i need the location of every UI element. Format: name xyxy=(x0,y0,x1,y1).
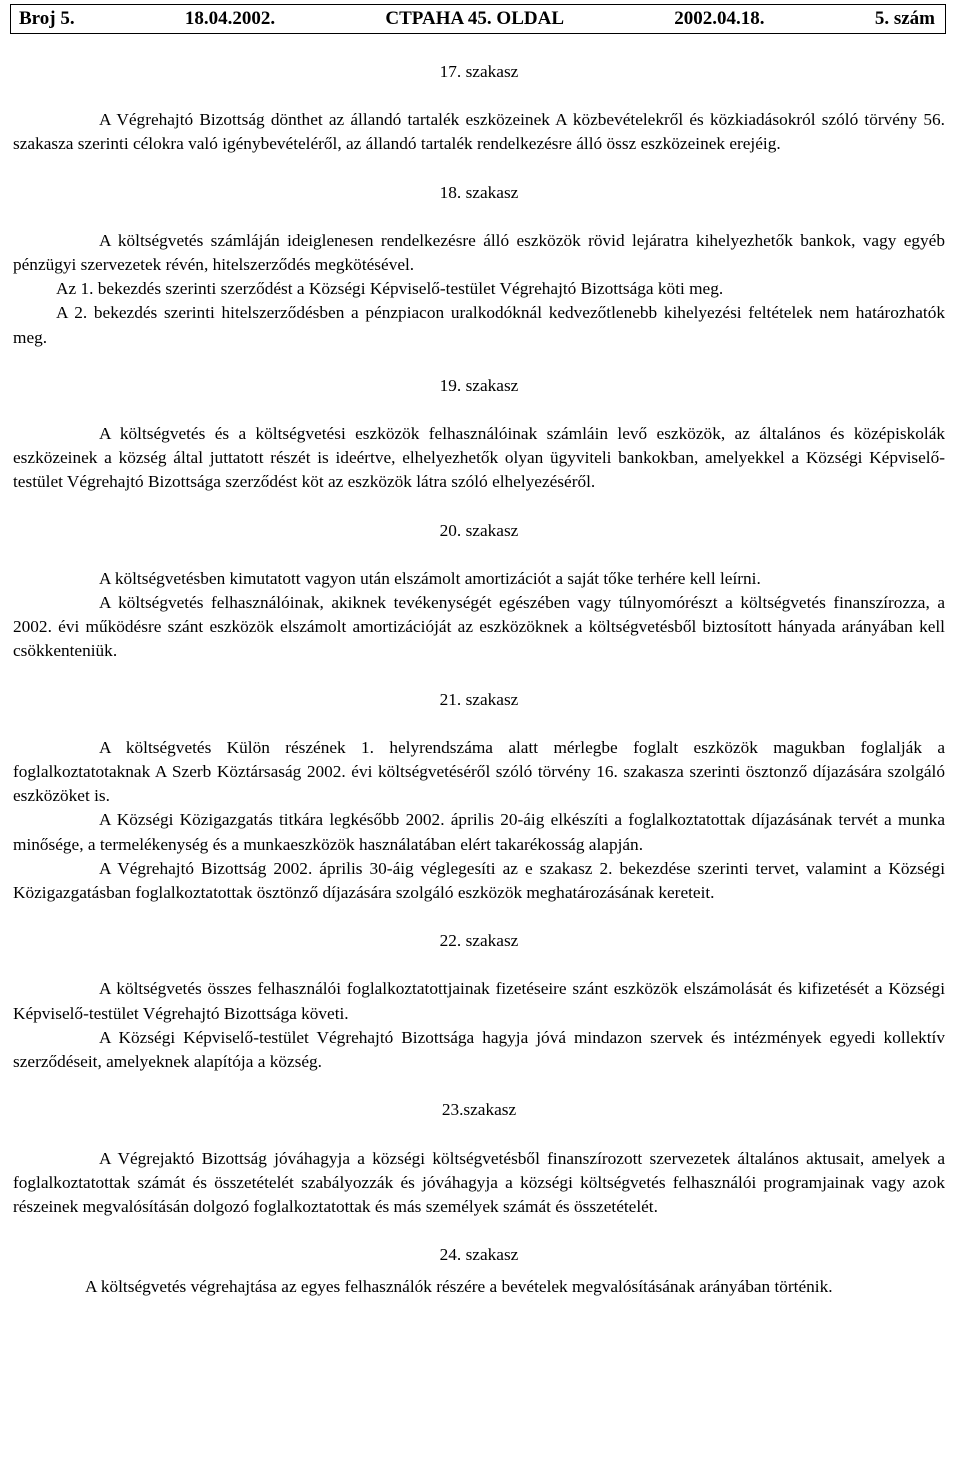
paragraph: A költségvetésben kimutatott vagyon után elszámolt amortizációt a saját tőke terhére kell leírni. xyxy=(99,568,761,588)
number-label: 5. szám xyxy=(874,8,935,29)
paragraph: A költségvetés felhasználóinak, akiknek tevékenységét egészében vagy túlnyomórészt a költségvetés finanszírozza, a 2002. évi működésre szánt eszközök elszámolt amortizációját az eszközöknek a költségvetésből biztosított hányada arányában kell csökkenteniük. xyxy=(13,593,945,661)
paragraph: A költségvetés és a költségvetési eszközök felhasználóinak számláin levő eszközök, az általános és középiskolák eszközeinek a község által juttatott részét is ideértve, elhelyezhetők olyan ügyviteli bankokban, amelyekkel a Községi Képviselő-testület Végrehajtó Bizottsága szerződést köt az eszközök látra szóló elhelyezéséről. xyxy=(13,424,945,492)
section-title: 20. szakasz xyxy=(439,520,519,540)
paragraph: A Végrehajtó Bizottság dönthet az állandó tartalék eszközeinek A közbevételekről és közkiadásokról szóló törvény 56. szakasza szerinti célokra való igénybevételéről, az állandó tartalék rendelkezésre álló össz eszközeinek erejéig. xyxy=(13,110,945,154)
section-title: 22. szakasz xyxy=(439,931,519,951)
issue-label: Broj 5. xyxy=(19,8,75,29)
paragraph: A Községi Képviselő-testület Végrehajtó Bizottsága hagyja jóvá mindazon szervek és intézmények egyedi kollektív szerződéseit, amelyeknek alapítója a község. xyxy=(13,1027,945,1072)
section-title: 23.szakasz xyxy=(441,1100,517,1120)
paragraph: A Végrejaktó Bizottság jóváhagyja a községi költségvetésből finanszírozott szervezetek általános aktusait, amelyek a foglalkoztatottak számát és összetételét szabályozzák és jóváhagyja a községi költségvetés felhasználói programjainak vagy azok részeinek megvalósításán dolgozó foglalkoztatottak és más személyek számát és összetételét. xyxy=(13,1148,945,1216)
section-title: 21. szakasz xyxy=(439,689,519,709)
section-title: 17. szakasz xyxy=(439,62,519,81)
section-title: 24. szakasz xyxy=(439,1245,519,1265)
paragraph: A költségvetés végrehajtása az egyes felhasználók részére a bevételek megvalósításának arányában történik. xyxy=(85,1277,833,1297)
page-header xyxy=(10,4,946,34)
date-label-1: 18.04.2002. xyxy=(184,8,276,29)
paragraph: A költségvetés számláján ideiglenesen rendelkezésre álló eszközök rövid lejáratra kihelyezhetők bankok, vagy egyéb pénzügyi szervezetek révén, hitelszerződés megkötésével. xyxy=(13,230,945,275)
page-label: CTPAHA 45. OLDAL xyxy=(385,8,564,29)
section-title: 19. szakasz xyxy=(439,375,519,395)
paragraph: A Végrehajtó Bizottság 2002. április 30-áig véglegesíti az e szakasz 2. bekezdése szerinti tervet, valamint a Községi Közigazgatásban foglalkoztatottak ösztönző díjazására szolgáló eszközök meghatározásának kereteit. xyxy=(13,858,945,903)
paragraph: Az 1. bekezdés szerinti szerződést a Községi Képviselő-testület Végrehajtó Bizottsága köti meg. xyxy=(56,279,724,299)
paragraph: A költségvetés Külön részének 1. helyrendszáma alatt mérlegbe foglalt eszközök magukban foglalják a foglalkoztatotaknak A Szerb Köztársaság 2002. évi költségvetéséről szóló törvény 16. szakasza szerinti ösztonző díjazására szolgáló eszközöket is. xyxy=(13,737,945,806)
paragraph: A költségvetés összes felhasználói foglalkoztatottjainak fizetéseire szánt eszközök elszámolását és kifizetését a Községi Képviselő-testület Végrehajtó Bizottsága követi. xyxy=(13,979,945,1023)
paragraph: A Községi Közigazgatás titkára legkésőbb 2002. április 20-áig elkészíti a foglalkoztatottak díjazásának tervét a munka minősége, a termelékenység és a munkaeszközök használatában elért takarékosság alapján. xyxy=(13,810,945,854)
date-label-2: 2002.04.18. xyxy=(674,8,765,29)
section-title: 18. szakasz xyxy=(439,182,519,202)
document-body xyxy=(13,60,945,1300)
paragraph: A 2. bekezdés szerinti hitelszerződésben a pénzpiacon uralkodóknál kedvezőtlenebb kihelyezési feltételek nem határozhatók meg. xyxy=(13,303,945,347)
